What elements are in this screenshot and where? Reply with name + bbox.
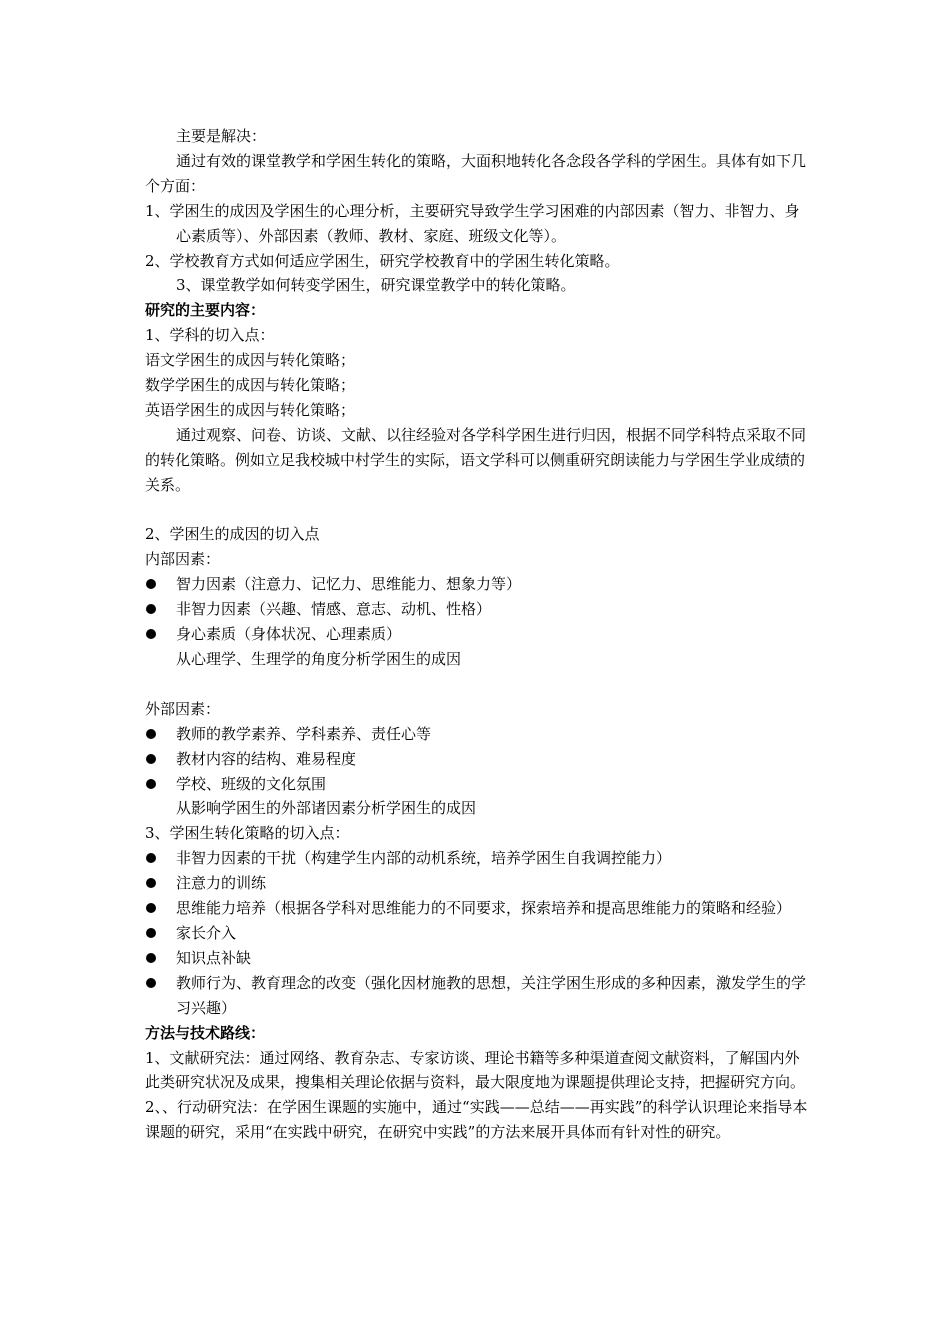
bullet-icon: [146, 853, 156, 863]
subject-english: 英语学困生的成因与转化策略；: [145, 400, 356, 419]
strategy-entry-heading: 3、学困生转化策略的切入点：: [145, 824, 350, 843]
internal-factors-note: 从心理学、生理学的角度分析学困生的成因: [176, 650, 462, 669]
strategy-item: 知识点补缺: [145, 946, 810, 971]
subject-paragraph: 通过观察、问卷、访谈、文献、以往经验对各学科学困生进行归因，根据不同学科特点采取不同的转化策略。例如立足我校城中村学生的实际，语文学科可以侧重研究朗读能力与学困生学业成绩的关系。: [145, 425, 807, 494]
method-literature: 1、文献研究法：通过网络、教育杂志、专家访谈、理论书籍等多种渠道查阅文献资料，了解国内外此类研究状况及成果，搜集相关理论依据与资料，最大限度地为课题提供理论支持，把握研究方向。: [145, 1048, 806, 1092]
bullet-icon: [146, 754, 156, 764]
aspect-item-1: 1、学困生的成因及学困生的心理分析，主要研究导致学生学习困难的内部因素（智力、非智力、身心素质等）、外部因素（教师、教材、家庭、班级文化等）。: [145, 201, 800, 245]
bullet-icon: [146, 878, 156, 888]
internal-factor-item: 身心素质（身体状况、心理素质）: [145, 622, 810, 647]
external-factors-label: 外部因素：: [145, 699, 221, 718]
bullet-icon: [146, 779, 156, 789]
internal-factors-label: 内部因素：: [145, 550, 221, 569]
bullet-icon: [146, 604, 156, 614]
strategy-item: 思维能力培养（根据各学科对思维能力的不同要求，探索培养和提高思维能力的策略和经验）: [145, 896, 810, 921]
strategy-item: 注意力的训练: [145, 871, 810, 896]
bullet-icon: [146, 903, 156, 913]
section-heading-content: 研究的主要内容：: [145, 301, 266, 320]
subject-entry-heading: 1、学科的切入点：: [145, 326, 275, 345]
document-page: [145, 124, 810, 1145]
intro-heading: 主要是解决：: [176, 127, 267, 145]
external-factor-item: 教材内容的结构、难易程度: [145, 747, 810, 772]
section-heading-methods: 方法与技术路线：: [145, 1023, 266, 1042]
intro-paragraph: 通过有效的课堂教学和学困生转化的策略，大面积地转化各念段各学科的学困生。具体有如下几个方面：: [145, 151, 807, 195]
method-action: 2、、行动研究法：在学困生课题的实施中，通过“实践——总结——再实践”的科学认识理论来指导本课题的研究，采用“在实践中研究，在研究中实践”的方法来展开具体而有针对性的研究。: [145, 1098, 808, 1142]
external-factor-item: 学校、班级的文化氛围: [145, 772, 810, 797]
strategy-item: 教师行为、教育理念的改变（强化因材施教的思想，关注学困生形成的多种因素，激发学生的学习兴趣）: [145, 971, 810, 1021]
bullet-icon: [146, 978, 156, 988]
subject-math: 数学学困生的成因与转化策略；: [145, 376, 356, 395]
aspect-item-2: 2、学校教育方式如何适应学困生，研究学校教育中的学困生转化策略。: [145, 251, 620, 270]
external-factors-note: 从影响学困生的外部诸因素分析学困生的成因: [176, 799, 477, 818]
blank-line: [145, 498, 810, 523]
bullet-icon: [146, 579, 156, 589]
blank-line: [145, 672, 810, 697]
internal-factor-item: 智力因素（注意力、记忆力、思维能力、想象力等）: [145, 572, 810, 597]
cause-entry-heading: 2、学困生的成因的切入点: [145, 525, 320, 544]
strategy-item: 家长介入: [145, 921, 810, 946]
aspect-item-3: 3、课堂教学如何转变学困生，研究课堂教学中的转化策略。: [176, 276, 576, 295]
bullet-icon: [146, 729, 156, 739]
bullet-icon: [146, 629, 156, 639]
bullet-icon: [146, 953, 156, 963]
bullet-icon: [146, 928, 156, 938]
subject-chinese: 语文学困生的成因与转化策略；: [145, 351, 356, 370]
strategy-item: 非智力因素的干扰（构建学生内部的动机系统，培养学困生自我调控能力）: [145, 846, 810, 871]
external-factor-item: 教师的教学素养、学科素养、责任心等: [145, 722, 810, 747]
internal-factor-item: 非智力因素（兴趣、情感、意志、动机、性格）: [145, 597, 810, 622]
